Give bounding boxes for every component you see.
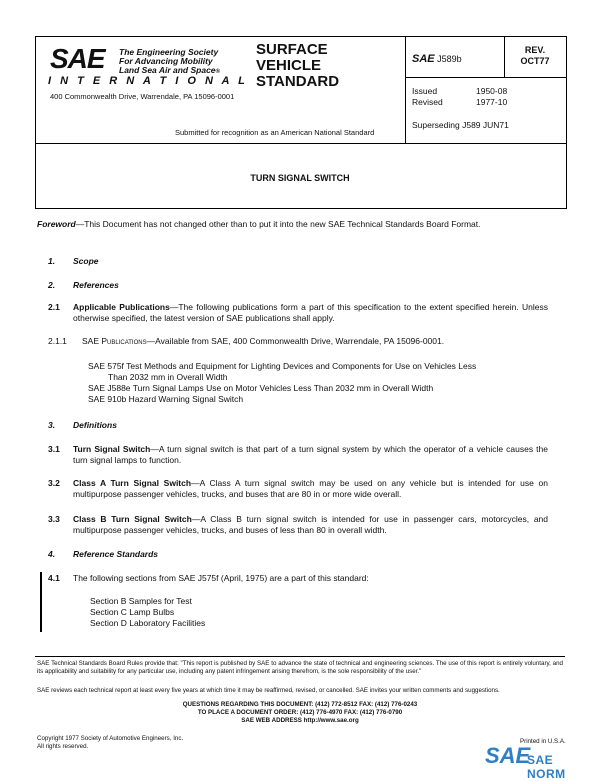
header-divider bbox=[405, 37, 406, 143]
section-3-number: 3. bbox=[48, 420, 56, 430]
sae-norm-stamp: SAE SAE NORM bbox=[485, 743, 566, 781]
standard-type: SURFACE VEHICLE STANDARD bbox=[256, 41, 340, 90]
issue-dates: Issued 1950-08 Revised 1977-10 bbox=[412, 86, 508, 107]
section-1-title: Scope bbox=[73, 256, 99, 266]
reference-item: SAE J588e Turn Signal Lamps Use on Motor Vehicles Less Than 2032 mm in Overall Width bbox=[88, 383, 434, 393]
revision-change-bar bbox=[40, 572, 42, 632]
section-3-3-text: Class B Turn Signal Switch—A Class B turn signal switch is intended for use in passenger cars, motorcycles, and multipurpose passenger vehicles, trucks, and buses of less than 80 in overall width. bbox=[73, 514, 549, 535]
reference-item: Than 2032 mm in Overall Width bbox=[108, 372, 228, 382]
reference-list bbox=[88, 361, 548, 405]
section-3-2-number: 3.2 bbox=[48, 478, 60, 488]
section-list-item: Section D Laboratory Facilities bbox=[90, 618, 206, 628]
reference-item: SAE 575f Test Methods and Equipment for Lighting Devices and Components for Use on Vehicles Less bbox=[88, 361, 477, 371]
rev-underline bbox=[405, 77, 566, 78]
revision-box: REV. OCT77 bbox=[520, 45, 550, 66]
section-4-1-number: 4.1 bbox=[48, 573, 60, 583]
society-name: The Engineering Society For Advancing Mobility Land Sea Air and Space® bbox=[119, 47, 220, 75]
international-label: I N T E R N A T I O N A L bbox=[48, 75, 248, 87]
section-1-number: 1. bbox=[48, 256, 56, 266]
section-3-title: Definitions bbox=[73, 420, 117, 430]
address: 400 Commonwealth Drive, Warrendale, PA 15096-0001 bbox=[50, 92, 235, 101]
printed-in: Printed in U.S.A. bbox=[520, 738, 566, 745]
footer-disclaimer: SAE Technical Standards Board Rules provide that: "This report is published by SAE to advance the state of technical and engineering sciences. The use of this report is entirely voluntary, and its applicability and suitability for any particular use, including any patent infringement arising therefrom, is the sole responsibility of the user." bbox=[37, 660, 563, 675]
copyright: Copyright 1977 Society of Automotive Engineers, Inc. All rights reserved. bbox=[37, 735, 184, 750]
section-3-1-text: Turn Signal Switch—A turn signal switch is that part of a turn signal system by which the operator of a vehicle causes the turn signal lamps to function. bbox=[73, 444, 548, 465]
section-3-1-number: 3.1 bbox=[48, 444, 60, 454]
section-2-1-number: 2.1 bbox=[48, 302, 60, 312]
section-2-1-1-text: SAE Publications—Available from SAE, 400 Commonwealth Drive, Warrendale, PA 15096-0001. bbox=[82, 336, 445, 346]
section-2-title: References bbox=[73, 280, 119, 290]
section-3-2-text: Class A Turn Signal Switch—A Class A turn signal switch may be used on any vehicle but is intended for use on multipurpose passenger vehicles, trucks, and buses that are 80 in or more wide overall. bbox=[73, 478, 548, 499]
superseding: Superseding J589 JUN71 bbox=[412, 120, 509, 130]
section-3-3-number: 3.3 bbox=[48, 514, 60, 524]
footer-contacts: QUESTIONS REGARDING THIS DOCUMENT: (412) 772-8512 FAX: (412) 776-0243 TO PLACE A DOCUMENT ORDER: (412) 776-4970 FAX: (412) 776-0790 SAE WEB ADDRESS http://www.sae.org bbox=[182, 701, 418, 724]
footer-rule bbox=[35, 656, 565, 657]
section-4-1-text: The following sections from SAE J575f (April, 1975) are a part of this standard: bbox=[73, 573, 369, 583]
section-2-number: 2. bbox=[48, 280, 56, 290]
section-4-number: 4. bbox=[48, 549, 56, 559]
section-list bbox=[90, 596, 205, 629]
reference-item: SAE 910b Hazard Warning Signal Switch bbox=[88, 394, 244, 404]
section-4-title: Reference Standards bbox=[73, 549, 159, 559]
foreword: Foreword—This Document has not changed other than to put it into the new SAE Technical Standards Board Format. bbox=[37, 219, 481, 229]
document-title: TURN SIGNAL SWITCH bbox=[250, 173, 350, 183]
section-2-1-text: Applicable Publications—The following publications form a part of this specification to the extent specified herein. Unless otherwise specified, the latest version of SAE publications shall apply. bbox=[73, 302, 548, 323]
doc-number: SAE J589b bbox=[412, 53, 462, 65]
footer-review-note: SAE reviews each technical report at least every five years at which time it may be reaffirmed, revised, or cancelled. SAE invites your written comments and suggestions. bbox=[37, 687, 500, 694]
section-list-item: Section C Lamp Bulbs bbox=[90, 607, 175, 617]
section-list-item: Section B Samples for Test bbox=[90, 596, 192, 606]
submitted-note: Submitted for recognition as an American National Standard bbox=[175, 128, 375, 137]
rev-divider bbox=[504, 37, 505, 77]
sae-logo: SAE bbox=[50, 43, 105, 74]
section-2-1-1-number: 2.1.1 bbox=[48, 336, 67, 346]
